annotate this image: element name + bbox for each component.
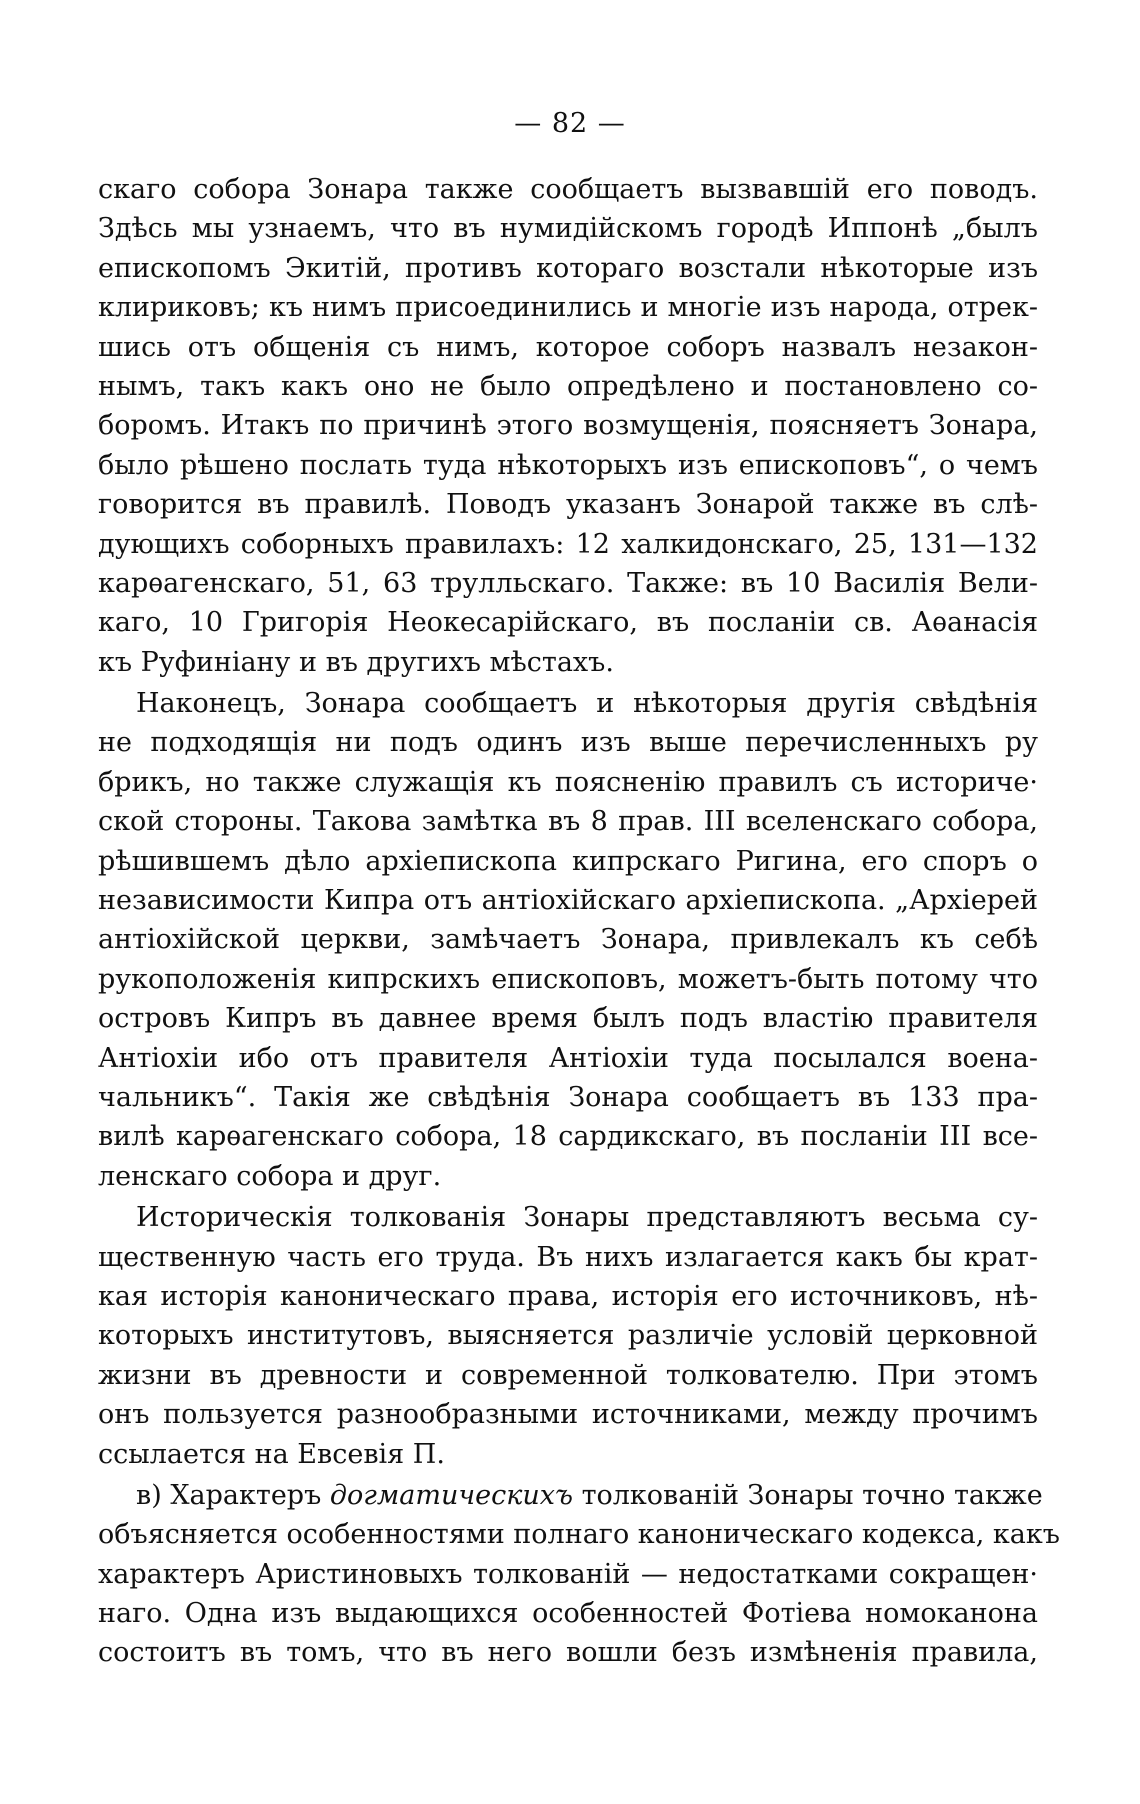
paragraph-4 bbox=[98, 1476, 1060, 1673]
paragraph-3 bbox=[98, 1198, 1038, 1474]
text-line: вилѣ карѳагенскаго собора, 18 сардикскаго, въ посланіи III все- bbox=[98, 1121, 1038, 1153]
text-line: Наконецъ, Зонара сообщаетъ и нѣкоторыя другія свѣдѣнія bbox=[136, 688, 1038, 720]
text-line: наго. Одна изъ выдающихся особенностей Фотіева номоканона bbox=[98, 1598, 1038, 1630]
text-line: кая исторія каноническаго права, исторія его источниковъ, нѣ- bbox=[98, 1280, 1038, 1312]
text-line: рѣшившемъ дѣло архіепископа кипрскаго Ригина, его споръ о bbox=[98, 845, 1038, 877]
text-line: скаго собора Зонара также сообщаетъ вызвавшій его поводъ. bbox=[98, 174, 1038, 205]
text-line: каго, 10 Григорія Неокесарійскаго, въ посланіи св. Аѳанасія bbox=[98, 607, 1038, 639]
text-line: брикъ, но также служащія къ поясненію правилъ съ историче· bbox=[98, 766, 1038, 798]
text-line: шись отъ общенія съ нимъ, которое соборъ назвалъ незакон- bbox=[98, 331, 1038, 363]
text-line: ской стороны. Такова замѣтка въ 8 прав. III вселенскаго собора, bbox=[98, 806, 1038, 838]
text-line: боромъ. Итакъ по причинѣ этого возмущенія, поясняетъ Зонара, bbox=[98, 410, 1038, 442]
text-line-with-italic: в) Характеръ догматическихъ толкованій Зонары точно также bbox=[136, 1479, 1043, 1511]
text-line: дующихъ соборныхъ правилахъ: 12 халкидонскаго, 25, 131—132 bbox=[98, 528, 1038, 560]
paragraph-2 bbox=[98, 684, 1038, 1196]
text-line: ленскаго собора и друг. bbox=[98, 1160, 442, 1192]
text-line: объясняется особенностями полнаго каноническаго кодекса, какъ bbox=[98, 1519, 1060, 1551]
text-line: говорится въ правилѣ. Поводъ указанъ Зонарой также въ слѣ- bbox=[98, 489, 1038, 521]
text-line: было рѣшено послать туда нѣкоторыхъ изъ епископовъ“, о чемъ bbox=[98, 449, 1038, 481]
text-line: не подходящія ни подъ одинъ изъ выше перечисленныхъ ру bbox=[98, 727, 1038, 759]
text-line: независимости Кипра отъ антіохійскаго архіепископа. „Архіерей bbox=[98, 885, 1038, 917]
text-line: карѳагенскаго, 51, 63 трулльскаго. Также: въ 10 Василія Вели- bbox=[98, 567, 1038, 599]
text-line: Историческія толкованія Зонары представляютъ весьма су- bbox=[136, 1202, 1038, 1234]
italic-term: догматическихъ bbox=[329, 1479, 573, 1511]
text-line: антіохійской церкви, замѣчаетъ Зонара, привлекалъ къ себѣ bbox=[98, 924, 1038, 956]
text-line: рукоположенія кипрскихъ епископовъ, можетъ-быть потому что bbox=[98, 963, 1038, 995]
text-line: состоитъ въ томъ, что въ него вошли безъ измѣненія правила, bbox=[98, 1637, 1038, 1669]
text-line: нымъ, такъ какъ оно не было опредѣлено и постановлено со- bbox=[98, 370, 1038, 402]
text-line: ссылается на Евсевія П. bbox=[98, 1438, 445, 1470]
text-line: характеръ Аристиновыхъ толкованій — недостатками сокращен· bbox=[98, 1558, 1038, 1590]
text-line: Здѣсь мы узнаемъ, что въ нумидійскомъ городѣ Иппонѣ „былъ bbox=[98, 213, 1038, 245]
text-line: которыхъ институтовъ, выясняется различіе условій церковной bbox=[98, 1320, 1038, 1352]
text-line: клириковъ; къ нимъ присоединились и многіе изъ народа, отрек- bbox=[98, 292, 1038, 324]
body-text bbox=[98, 170, 1060, 1673]
page-number: — 82 — bbox=[514, 108, 626, 139]
text-line: Антіохіи ибо отъ правителя Антіохіи туда посылался воена- bbox=[98, 1042, 1038, 1074]
text-line: чальникъ“. Такія же свѣдѣнія Зонара сообщаетъ въ 133 пра- bbox=[98, 1081, 1038, 1113]
text-line: къ Руфиніану и въ другихъ мѣстахъ. bbox=[98, 646, 614, 678]
text-line: жизни въ древности и современной толкователю. При этомъ bbox=[98, 1359, 1038, 1391]
paragraph-1 bbox=[98, 170, 1038, 682]
text-line: епископомъ Экитій, противъ котораго возстали нѣкоторые изъ bbox=[98, 252, 1038, 284]
text-line: онъ пользуется разнообразными источниками, между прочимъ bbox=[98, 1399, 1038, 1431]
text-line: островъ Кипръ въ давнее время былъ подъ властію правителя bbox=[98, 1003, 1038, 1035]
text-line: щественную часть его труда. Въ нихъ излагается какъ бы крат- bbox=[98, 1241, 1038, 1273]
